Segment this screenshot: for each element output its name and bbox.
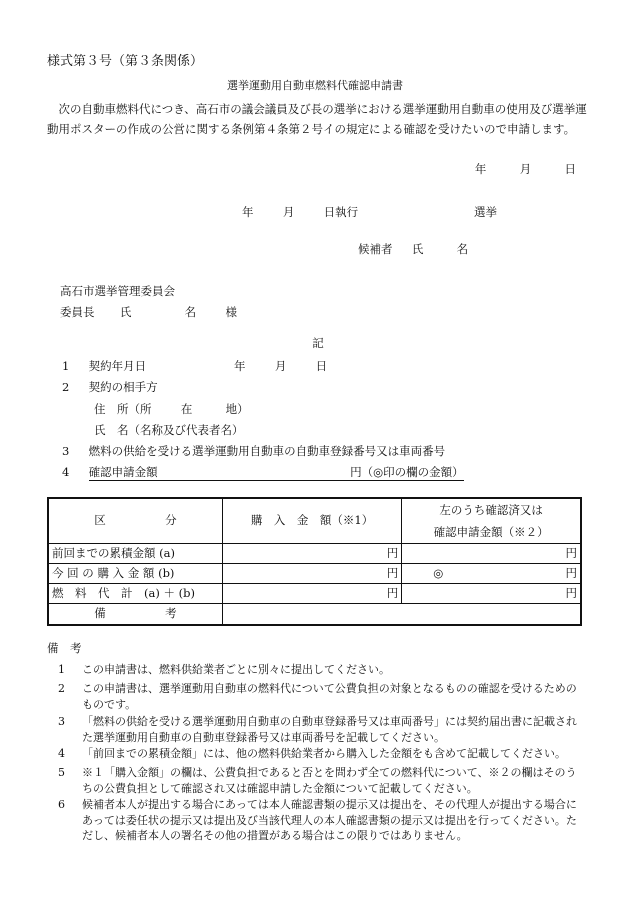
election-label: 選挙 — [474, 205, 497, 219]
chair-name-label-2: 名 — [184, 305, 197, 319]
header-confirmed — [402, 498, 581, 544]
item-2-name: 氏 名（名称及び代表者名） — [94, 423, 244, 437]
note-4 — [58, 746, 586, 762]
election-date — [242, 206, 358, 220]
candidate-name — [358, 243, 468, 257]
remarks-label — [48, 604, 222, 626]
note-number: 4 — [58, 747, 65, 760]
item-4 — [62, 466, 464, 481]
row-label: 前回までの累積金額 (a) — [48, 544, 222, 564]
item-1-year: 年 — [234, 359, 246, 373]
note-text: 候補者本人が提出する場合にあっては本人確認書類の提示又は提出を、その代理人が提出する場合にあっては委任状の提示又は提出及び当該代理人の本人確認書類の提示又は提出を行ってください。ただし、候補者本人の署名その他の措置がある場合はこの限りではありません。 — [82, 798, 577, 842]
intro-paragraph: 次の自動車燃料代につき、高石市の議会議員及び長の選挙における選挙運動用自動車の使用及び選挙運動用ポスターの作成の公営に関する条例第４条第２号イの規定による確認を受けたいので申請します。 — [47, 102, 587, 136]
fuel-cost-table — [47, 497, 582, 626]
item-4-yen: 円（◎印の欄の金額） — [350, 465, 464, 479]
header-confirmed-line-1: 左のうち確認済又は — [439, 503, 543, 517]
address-label-c: 地） — [225, 402, 249, 416]
item-1-label: 契約年月日 — [88, 359, 147, 373]
row-label: 燃 料 代 計 (a) ＋ (b) — [48, 584, 222, 604]
item-3-number: 3 — [62, 444, 70, 458]
item-1 — [62, 360, 146, 374]
application-date — [475, 163, 576, 177]
note-6 — [58, 797, 586, 844]
header-category-1: 区 — [94, 513, 106, 528]
note-3 — [58, 714, 586, 745]
chair-label: 委員長 — [60, 305, 95, 319]
note-text: この申請書は、選挙運動用自動車の燃料代について公費負担の対象となるものの確認を受けるためのものです。 — [82, 682, 577, 711]
item-3-label: 燃料の供給を受ける選挙運動用自動車の自動車登録番号又は車両番号 — [88, 444, 446, 458]
note-1 — [58, 662, 578, 678]
chair-name-label-1: 氏 — [119, 305, 132, 319]
yen-unit: 円 — [565, 585, 577, 600]
note-number: 2 — [58, 682, 65, 695]
note-text: ※１「購入金額」の欄は、公費負担であると否とを問わず全ての燃料代について、※２の欄はそのうちの公費負担として確認され又は確認申請した金額について記載してください。 — [82, 766, 577, 795]
item-4-number: 4 — [62, 465, 70, 479]
item-2 — [62, 381, 158, 395]
item-1-month: 月 — [274, 359, 287, 373]
confirmed-amount-cell[interactable] — [402, 564, 581, 584]
item-2-address — [94, 403, 249, 417]
address-label-a: 住 所（所 — [94, 402, 152, 416]
table-row — [48, 584, 581, 604]
election-month: 月 — [282, 205, 295, 219]
yen-unit: 円 — [565, 565, 577, 580]
item-1-number: 1 — [62, 359, 70, 373]
header-category-2: 分 — [165, 513, 177, 528]
header-confirmed-line-2: 確認申請金額（※２） — [433, 525, 549, 539]
header-category — [48, 498, 222, 544]
confirmed-amount-cell[interactable] — [402, 584, 581, 604]
honorific: 様 — [225, 305, 237, 319]
note-5 — [58, 765, 586, 796]
address-label-b: 在 — [180, 402, 193, 416]
note-number: 6 — [58, 798, 65, 811]
item-1-day: 日 — [315, 359, 328, 373]
candidate-name-label-2: 名 — [456, 242, 469, 256]
yen-unit: 円 — [565, 545, 577, 560]
candidate-name-label-1: 氏 — [411, 242, 424, 256]
election-day-exec: 日執行 — [323, 205, 359, 219]
note-2 — [58, 681, 586, 712]
note-text: 「前回までの累積金額」には、他の燃料供給業者から購入した金額をも含めて記載してください。 — [82, 747, 566, 760]
remarks-field[interactable] — [222, 604, 581, 626]
item-1-date — [234, 360, 327, 374]
table-remarks-row — [48, 604, 581, 626]
item-4-label: 確認申請金額 — [88, 465, 158, 479]
note-number: 1 — [58, 663, 65, 676]
remarks-label-2: 考 — [165, 606, 177, 621]
purchase-amount-cell[interactable]: 円 — [222, 564, 401, 584]
table-row — [48, 564, 581, 584]
ki-heading: 記 — [312, 336, 324, 350]
note-number: 5 — [58, 766, 65, 779]
item-3 — [62, 445, 445, 459]
purchase-amount-cell[interactable]: 円 — [222, 584, 401, 604]
date-year: 年 — [474, 162, 487, 176]
addressee — [60, 281, 237, 323]
committee-name: 高石市選挙管理委員会 — [60, 284, 175, 298]
table-header-row — [48, 498, 581, 544]
item-4-amount-field[interactable] — [89, 466, 464, 481]
candidate-label: 候補者 — [358, 242, 393, 256]
table-row — [48, 544, 581, 564]
notes-heading: 備 考 — [47, 641, 82, 655]
double-circle-mark: ◎ — [433, 565, 444, 580]
form-title: 選挙運動用自動車燃料代確認申請書 — [227, 79, 403, 92]
note-text: 「燃料の供給を受ける選挙運動用自動車の自動車登録番号又は車両番号」には契約届出書に記載された選挙運動用自動車の自動車登録番号又は車両番号を記載してください。 — [82, 715, 577, 744]
remarks-label-1: 備 — [94, 606, 106, 621]
confirmed-amount-cell[interactable] — [402, 544, 581, 564]
date-day: 日 — [564, 162, 576, 176]
note-text: この申請書は、燃料供給業者ごとに別々に提出してください。 — [82, 663, 390, 676]
note-number: 3 — [58, 715, 65, 728]
item-2-number: 2 — [62, 380, 70, 394]
date-month: 月 — [519, 162, 532, 176]
purchase-amount-cell[interactable]: 円 — [222, 544, 401, 564]
header-purchase: 購 入 金 額（※1） — [222, 498, 401, 544]
form-number: 様式第３号（第３条関係） — [47, 54, 204, 69]
item-2-label: 契約の相手方 — [88, 380, 158, 394]
election-year: 年 — [242, 205, 254, 219]
committee-chair — [60, 302, 237, 323]
row-label: 今 回 の 購 入 金 額 (b) — [48, 564, 222, 584]
